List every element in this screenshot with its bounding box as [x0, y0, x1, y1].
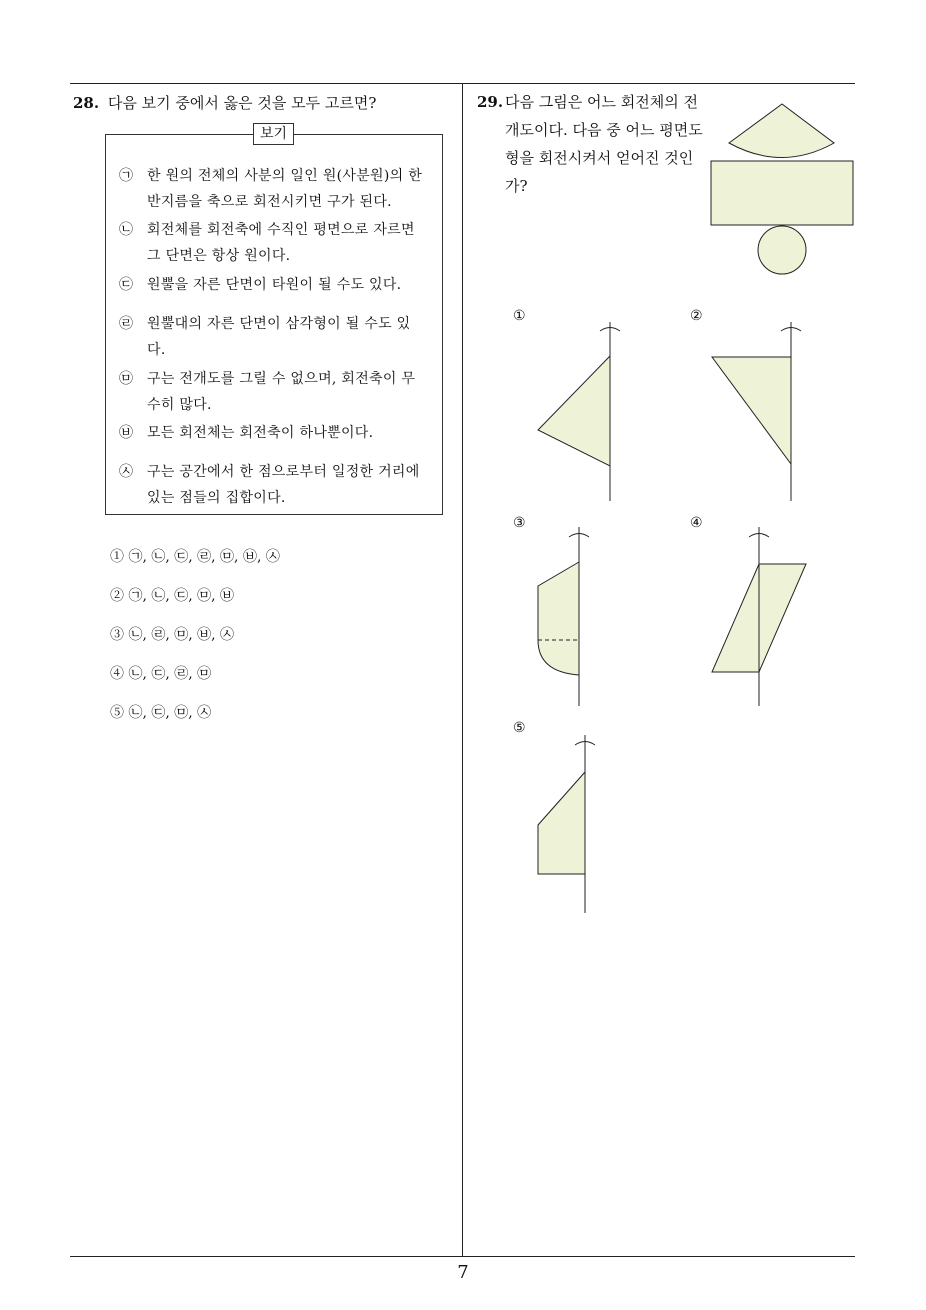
statement-text: 한 원의 전체의 사분의 일인 원(사분원)의 한 반지름을 축으로 회전시키면 구가 된다.: [147, 168, 423, 210]
net-rectangle: [711, 161, 853, 225]
option-2-label[interactable]: ②: [690, 308, 703, 324]
option-1-shape: [538, 356, 610, 466]
choice-2[interactable]: ② ㉠, ㉡, ㉢, ㉤, ㉥: [110, 588, 235, 604]
option-1-label[interactable]: ①: [513, 308, 526, 324]
statement-mark: ㉠: [119, 168, 134, 184]
q29-question: 다음 그림은 어느 회전체의 전개도이다. 다음 중 어느 평면도형을 회전시켜서 얻어진 것인가?: [505, 93, 703, 195]
statement-text: 회전체를 회전축에 수직인 평면으로 자르면 그 단면은 항상 원이다.: [147, 222, 415, 264]
option-4-label[interactable]: ④: [690, 515, 703, 531]
statement-text: 구는 공간에서 한 점으로부터 일정한 거리에 있는 점들의 집합이다.: [147, 464, 420, 506]
option-3-figure: [538, 527, 589, 706]
option-4-figure: [712, 527, 806, 706]
statement-mark: ㉣: [119, 316, 134, 332]
statement-text: 구는 전개도를 그릴 수 없으며, 회전축이 무수히 많다.: [147, 371, 416, 413]
choice-3[interactable]: ③ ㉡, ㉣, ㉤, ㉥, ㉦: [110, 627, 235, 643]
choice-5[interactable]: ⑤ ㉡, ㉢, ㉤, ㉦: [110, 705, 212, 721]
option-2-shape: [712, 357, 791, 464]
option-5-shape: [538, 772, 585, 874]
option-1-figure: [538, 322, 620, 501]
statement-text: 원뿔대의 자른 단면이 삼각형이 될 수도 있다.: [147, 316, 411, 358]
statement-mark: ㉡: [119, 222, 134, 238]
choice-4[interactable]: ④ ㉡, ㉢, ㉣, ㉤: [110, 666, 212, 682]
option-3-label[interactable]: ③: [513, 515, 526, 531]
choice-1[interactable]: ① ㉠, ㉡, ㉢, ㉣, ㉤, ㉥, ㉦: [110, 549, 280, 565]
statement-text: 모든 회전체는 회전축이 하나뿐이다.: [147, 425, 374, 441]
option-3-shape: [538, 562, 579, 675]
option-5-figure: [538, 735, 595, 913]
solid-net: [711, 104, 853, 274]
q28-number: 28.: [73, 94, 100, 112]
net-circle: [758, 226, 806, 274]
statement-mark: ㉦: [119, 464, 134, 480]
statement-mark: ㉢: [119, 277, 134, 293]
q28-question: 다음 보기 중에서 옳은 것을 모두 고르면?: [107, 94, 377, 112]
option-2-figure: [712, 322, 801, 501]
q29-number: 29.: [477, 93, 504, 111]
page-number: 7: [457, 1262, 469, 1283]
bogi-label: 보기: [253, 123, 294, 145]
statement-text: 원뿔을 자른 단면이 타원이 될 수도 있다.: [147, 277, 402, 293]
statement-mark: ㉤: [119, 371, 134, 387]
net-sector: [729, 104, 834, 158]
statement-mark: ㉥: [119, 425, 134, 441]
option-5-label[interactable]: ⑤: [513, 720, 526, 736]
